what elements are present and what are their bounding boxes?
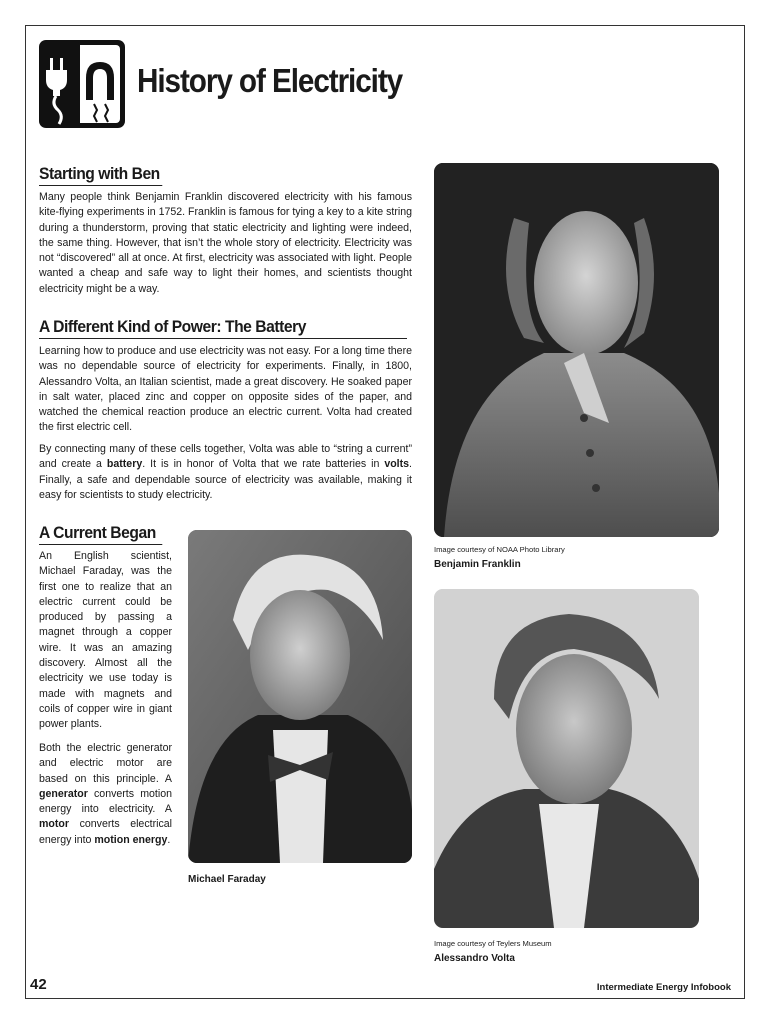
franklin-caption: Benjamin Franklin [434, 559, 521, 570]
volta-caption: Alessandro Volta [434, 953, 515, 964]
paragraph-volta: Learning how to produce and use electricity was not easy. For a long time there was no dependable source of electricity for experiments. Finally, in 1800, Alessandro Volta, an Italian scientist, made a great discovery. He soaked paper in salt water, placed zinc and copper on opposite sides of the paper, and watched the chemical reaction produce an electric current. Volta had created the first electric cell. [39, 345, 412, 434]
term-battery: battery [106, 458, 143, 471]
paragraph-generator-motor: Both the electric generator and electric motor are based on this principle. A generator converts motion energy into electricity. A motor converts electrical energy into motion energy. [39, 742, 172, 846]
term-motion-energy: motion energy [94, 833, 168, 846]
paragraph-battery: By connecting many of these cells together, Volta was able to “string a current” and create a battery. It is in honor of Volta that we rate batteries in volts. Finally, a safe and dependable source of electricity was available, making it easy for scientists to study electricity. [39, 443, 412, 501]
volta-portrait [434, 589, 699, 928]
faraday-caption: Michael Faraday [188, 874, 266, 885]
term-volts: volts [384, 458, 410, 471]
book-title: Intermediate Energy Infobook [596, 982, 731, 993]
volta-credit: Image courtesy of Teylers Museum [434, 939, 552, 948]
section-heading-battery: A Different Kind of Power: The Battery [39, 317, 407, 339]
faraday-portrait [188, 530, 412, 863]
page-title: History of Electricity [137, 62, 403, 99]
section-heading-starting-with-ben: Starting with Ben [39, 164, 162, 186]
franklin-credit: Image courtesy of NOAA Photo Library [434, 545, 565, 554]
paragraph-faraday: An English scientist, Michael Faraday, was the first one to realize that an electric current could be produced by passing a magnet through a copper wire. It was an amazing discovery. Almost all the electricity we use today is made with magnets and coils of copper wire in giant power plants. [39, 550, 172, 731]
plug-and-magnet-icon [39, 40, 125, 128]
page-number: 42 [30, 976, 47, 993]
term-motor: motor [39, 818, 70, 831]
section-heading-current: A Current Began [39, 523, 162, 545]
paragraph-franklin: Many people think Benjamin Franklin discovered electricity with his famous kite-flying experiments in 1752. Franklin is famous for tying a key to a kite string during a thunderstorm, proving that static electricity and lighting were indeed, the same thing. However, that isn’t the whole story of electricity. Electricity was not “discovered” all at once. At first, electricity was associated with light. People wanted a cheap and safe way to light their homes, and scientists thought electricity might be a way. [39, 191, 412, 295]
term-generator: generator [39, 787, 88, 800]
franklin-portrait [434, 163, 719, 537]
